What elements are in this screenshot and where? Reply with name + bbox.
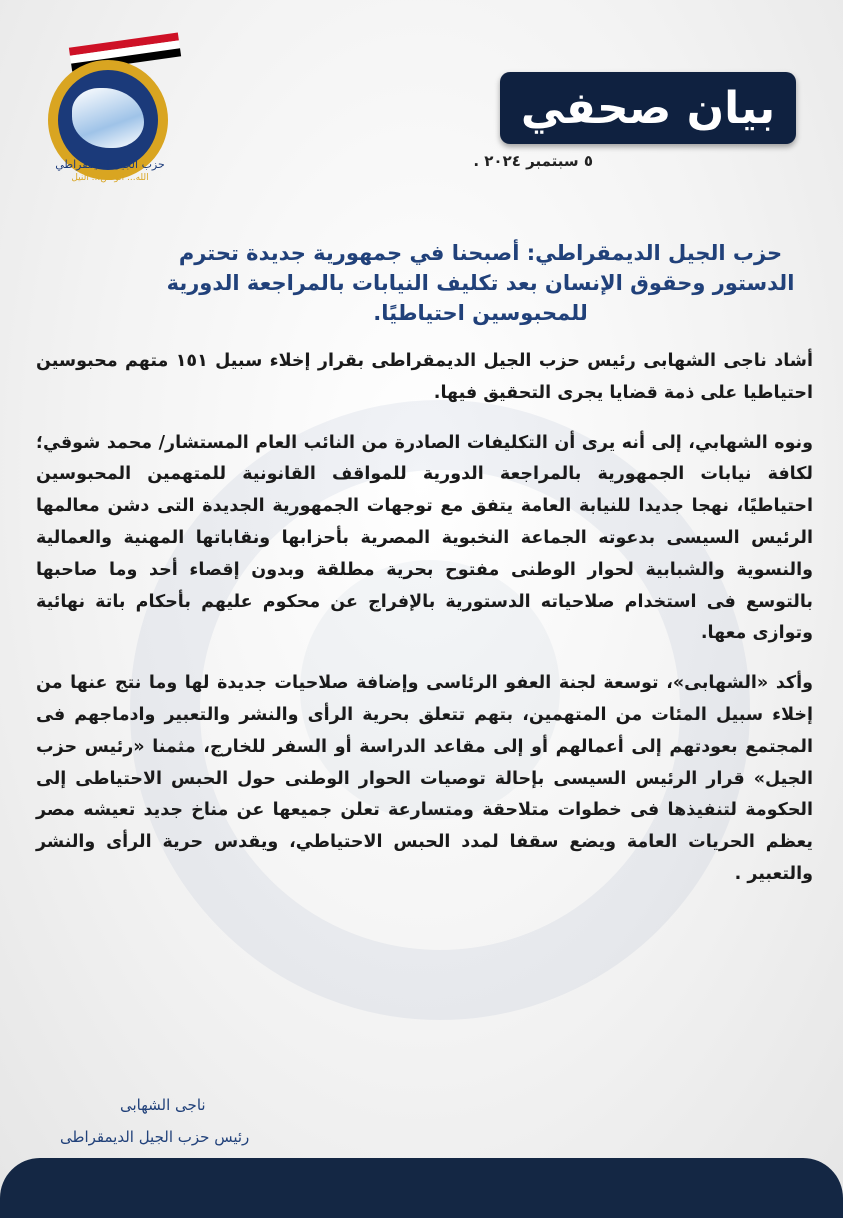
signature-title: رئيس حزب الجيل الديمقراطى <box>60 1128 250 1146</box>
paragraph: ونوه الشهابي، إلى أنه يرى أن التكليفات الصادرة من النائب العام المستشار/ محمد شوقي؛ لكافة نيابات الجمهورية بالمراجعة الدورية للمواقف القانونية للمتهمين المحبوسين احتياطيًا، نهجا جديدا للنيابة العامة يتفق مع توجهات الجمهورية الجديدة التى دشن معالمها الرئيس السيسى بدعوته الجماعة النخبوية المصرية بأحزابها ونقاباتها المهنية والعمالية والنسوية والشبابية لحوار الوطنى مفتوح بحرية مطلقة وبدون إقصاء أحد وما صاحبها بالتوسع فى استخدام صلاحياته الدستورية بالإفراج عن محكوم عليهم بأحكام باتة نهائية وتوازى معها. <box>36 432 813 644</box>
paragraph: وأكد «الشهابى»، توسعة لجنة العفو الرئاسى وإضافة صلاحيات جديدة لها وما نتج عنها من إخلاء سبيل المئات من المتهمين، بتهم تتعلق بحرية الرأى والنشر والتعبير وادماجهم فى المجتمع بعودتهم إلى أعمالهم أو إلى مقاعد الدراسة أو السفر للخارج، مثمنا «رئيس حزب الجيل» قرار الرئيس السيسى بإحالة توصيات الحوار الوطنى حول الحبس الاحتياطى إلى الحكومة لتنفيذها فى خطوات متلاحقة ومتسارعة تعلن جميعها عن مناخ جديد تعيشه مصر يعظم الحريات العامة ويضع سقفا لمدد الحبس الاحتياطي، ويقدس حرية الرأى والنشر والتعبير . <box>36 673 813 884</box>
signature-name: ناجى الشهابى <box>120 1096 206 1114</box>
logo-party-name: حزب الجيل الديمقراطي <box>55 158 165 171</box>
paragraph: أشاد ناجى الشهابى رئيس حزب الجيل الديمقراطى بقرار إخلاء سبيل ١٥١ متهم محبوسين احتياطيا على ذمة قضايا يجرى التحقيق فيها. <box>36 351 814 403</box>
release-date: ٥ سبتمبر ٢٠٢٤ . <box>473 152 593 170</box>
headline: حزب الجيل الديمقراطي: أصبحنا في جمهورية جديدة تحترم الدستور وحقوق الإنسان بعد تكليف النيابات بالمراجعة الدورية للمحبوسين احتياطيًا. <box>166 241 795 325</box>
footer-bar <box>0 1158 843 1218</box>
page-title: بيان صحفي <box>520 82 776 134</box>
logo-slogan: الله... الوطن... النيل <box>71 173 149 183</box>
title-badge <box>500 72 796 144</box>
party-logo <box>40 38 180 198</box>
statement-body <box>36 346 813 909</box>
